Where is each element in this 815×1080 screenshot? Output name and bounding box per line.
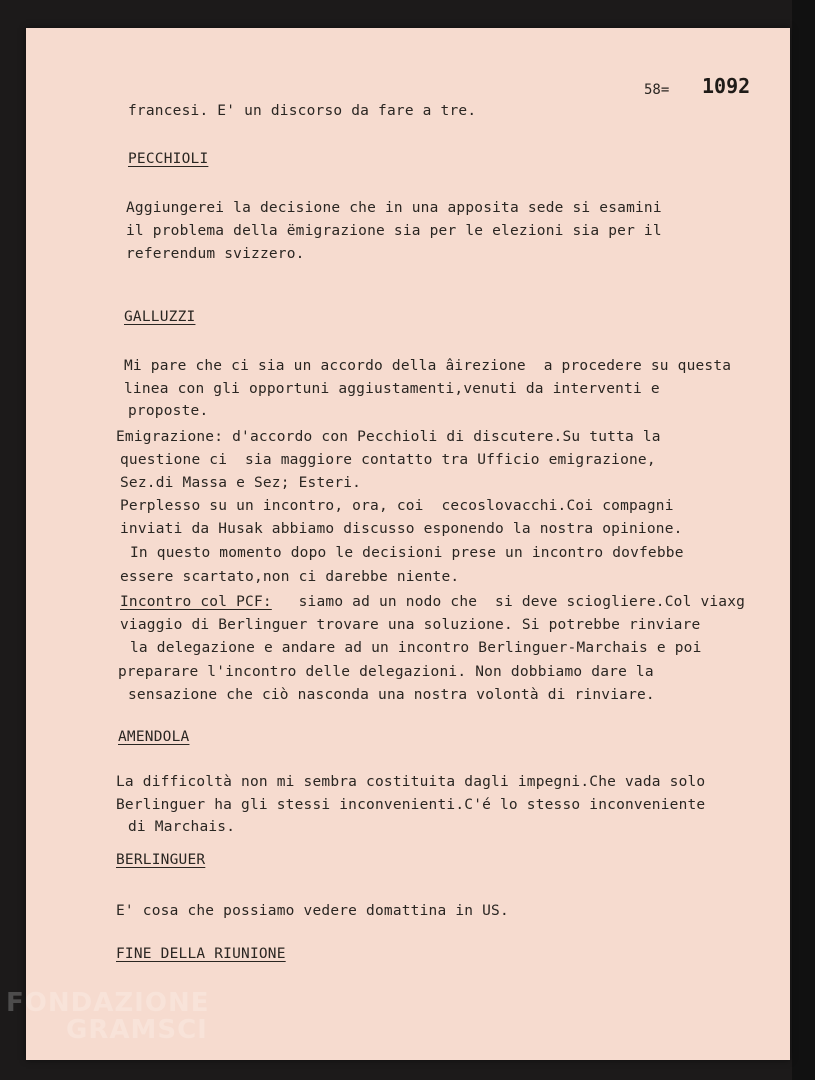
text-line [120,595,745,610]
watermark-line-1: FONDAZIONE [6,988,210,1018]
text-line: La difficoltà non mi sembra costituita dagli impegni.Che vada solo [116,774,706,790]
text-line: In questo momento dopo le decisioni prese un incontro dovfebbe [130,545,684,561]
fondazione-gramsci-watermark [6,990,209,1045]
text-line: Aggiungerei la decisione che in una apposita sede si esamini [126,200,662,216]
scanner-edge [792,0,815,1080]
text-line: Perplesso su un incontro, ora, coi cecoslovacchi.Coi compagni [120,498,674,514]
text-line: sensazione che ciò nasconda una nostra volontà di rinviare. [128,687,655,703]
topic-label-pcf: Incontro col PCF: [120,594,272,610]
speaker-heading-berlinguer: BERLINGUER [116,852,206,868]
text-line: Emigrazione: d'accordo con Pecchioli di discutere.Su tutta la [116,429,661,445]
speaker-heading-pecchioli: PECCHIOLI [128,151,209,167]
speaker-heading-galluzzi: GALLUZZI [124,309,196,325]
text-line: inviati da Husak abbiamo discusso esponendo la nostra opinione. [120,521,683,537]
watermark-line-2: GRAMSCI [66,1015,208,1046]
text-line: Sez.di Massa e Sez; Esteri. [120,475,362,491]
text-line: referendum svizzero. [126,246,305,262]
speaker-heading-amendola: AMENDOLA [118,729,190,745]
text-line: francesi. E' un discorso da fare a tre. [128,103,477,119]
text-line: proposte. [128,403,209,419]
text-line: viaggio di Berlinguer trovare una soluzione. Si potrebbe rinviare [120,617,701,633]
text-line: E' cosa che possiamo vedere domattina in US. [116,903,509,919]
text-line: di Marchais. [128,819,236,835]
text-line-rest: siamo ad un nodo che si deve sciogliere.Col viaxg [271,594,746,610]
text-line: questione ci sia maggiore contatto tra Ufficio emigrazione, [120,452,656,468]
page-number: 1092 [702,74,751,98]
text-line: Berlinguer ha gli stessi inconvenienti.C'é lo stesso inconveniente [116,797,706,813]
page-number-small: 58= [644,82,670,98]
closing-heading: FINE DELLA RIUNIONE [116,946,286,962]
text-line: la delegazione e andare ad un incontro Berlinguer-Marchais e poi [130,640,702,656]
text-line: linea con gli opportuni aggiustamenti,venuti da interventi e [124,381,660,397]
text-line: essere scartato,non ci darebbe niente. [120,569,460,585]
text-line: Mi pare che ci sia un accordo della âirezione a procedere su questa [124,358,732,374]
text-line: il problema della ëmigrazione sia per le elezioni sia per il [126,223,662,239]
text-line: preparare l'incontro delle delegazioni. Non dobbiamo dare la [118,664,654,680]
